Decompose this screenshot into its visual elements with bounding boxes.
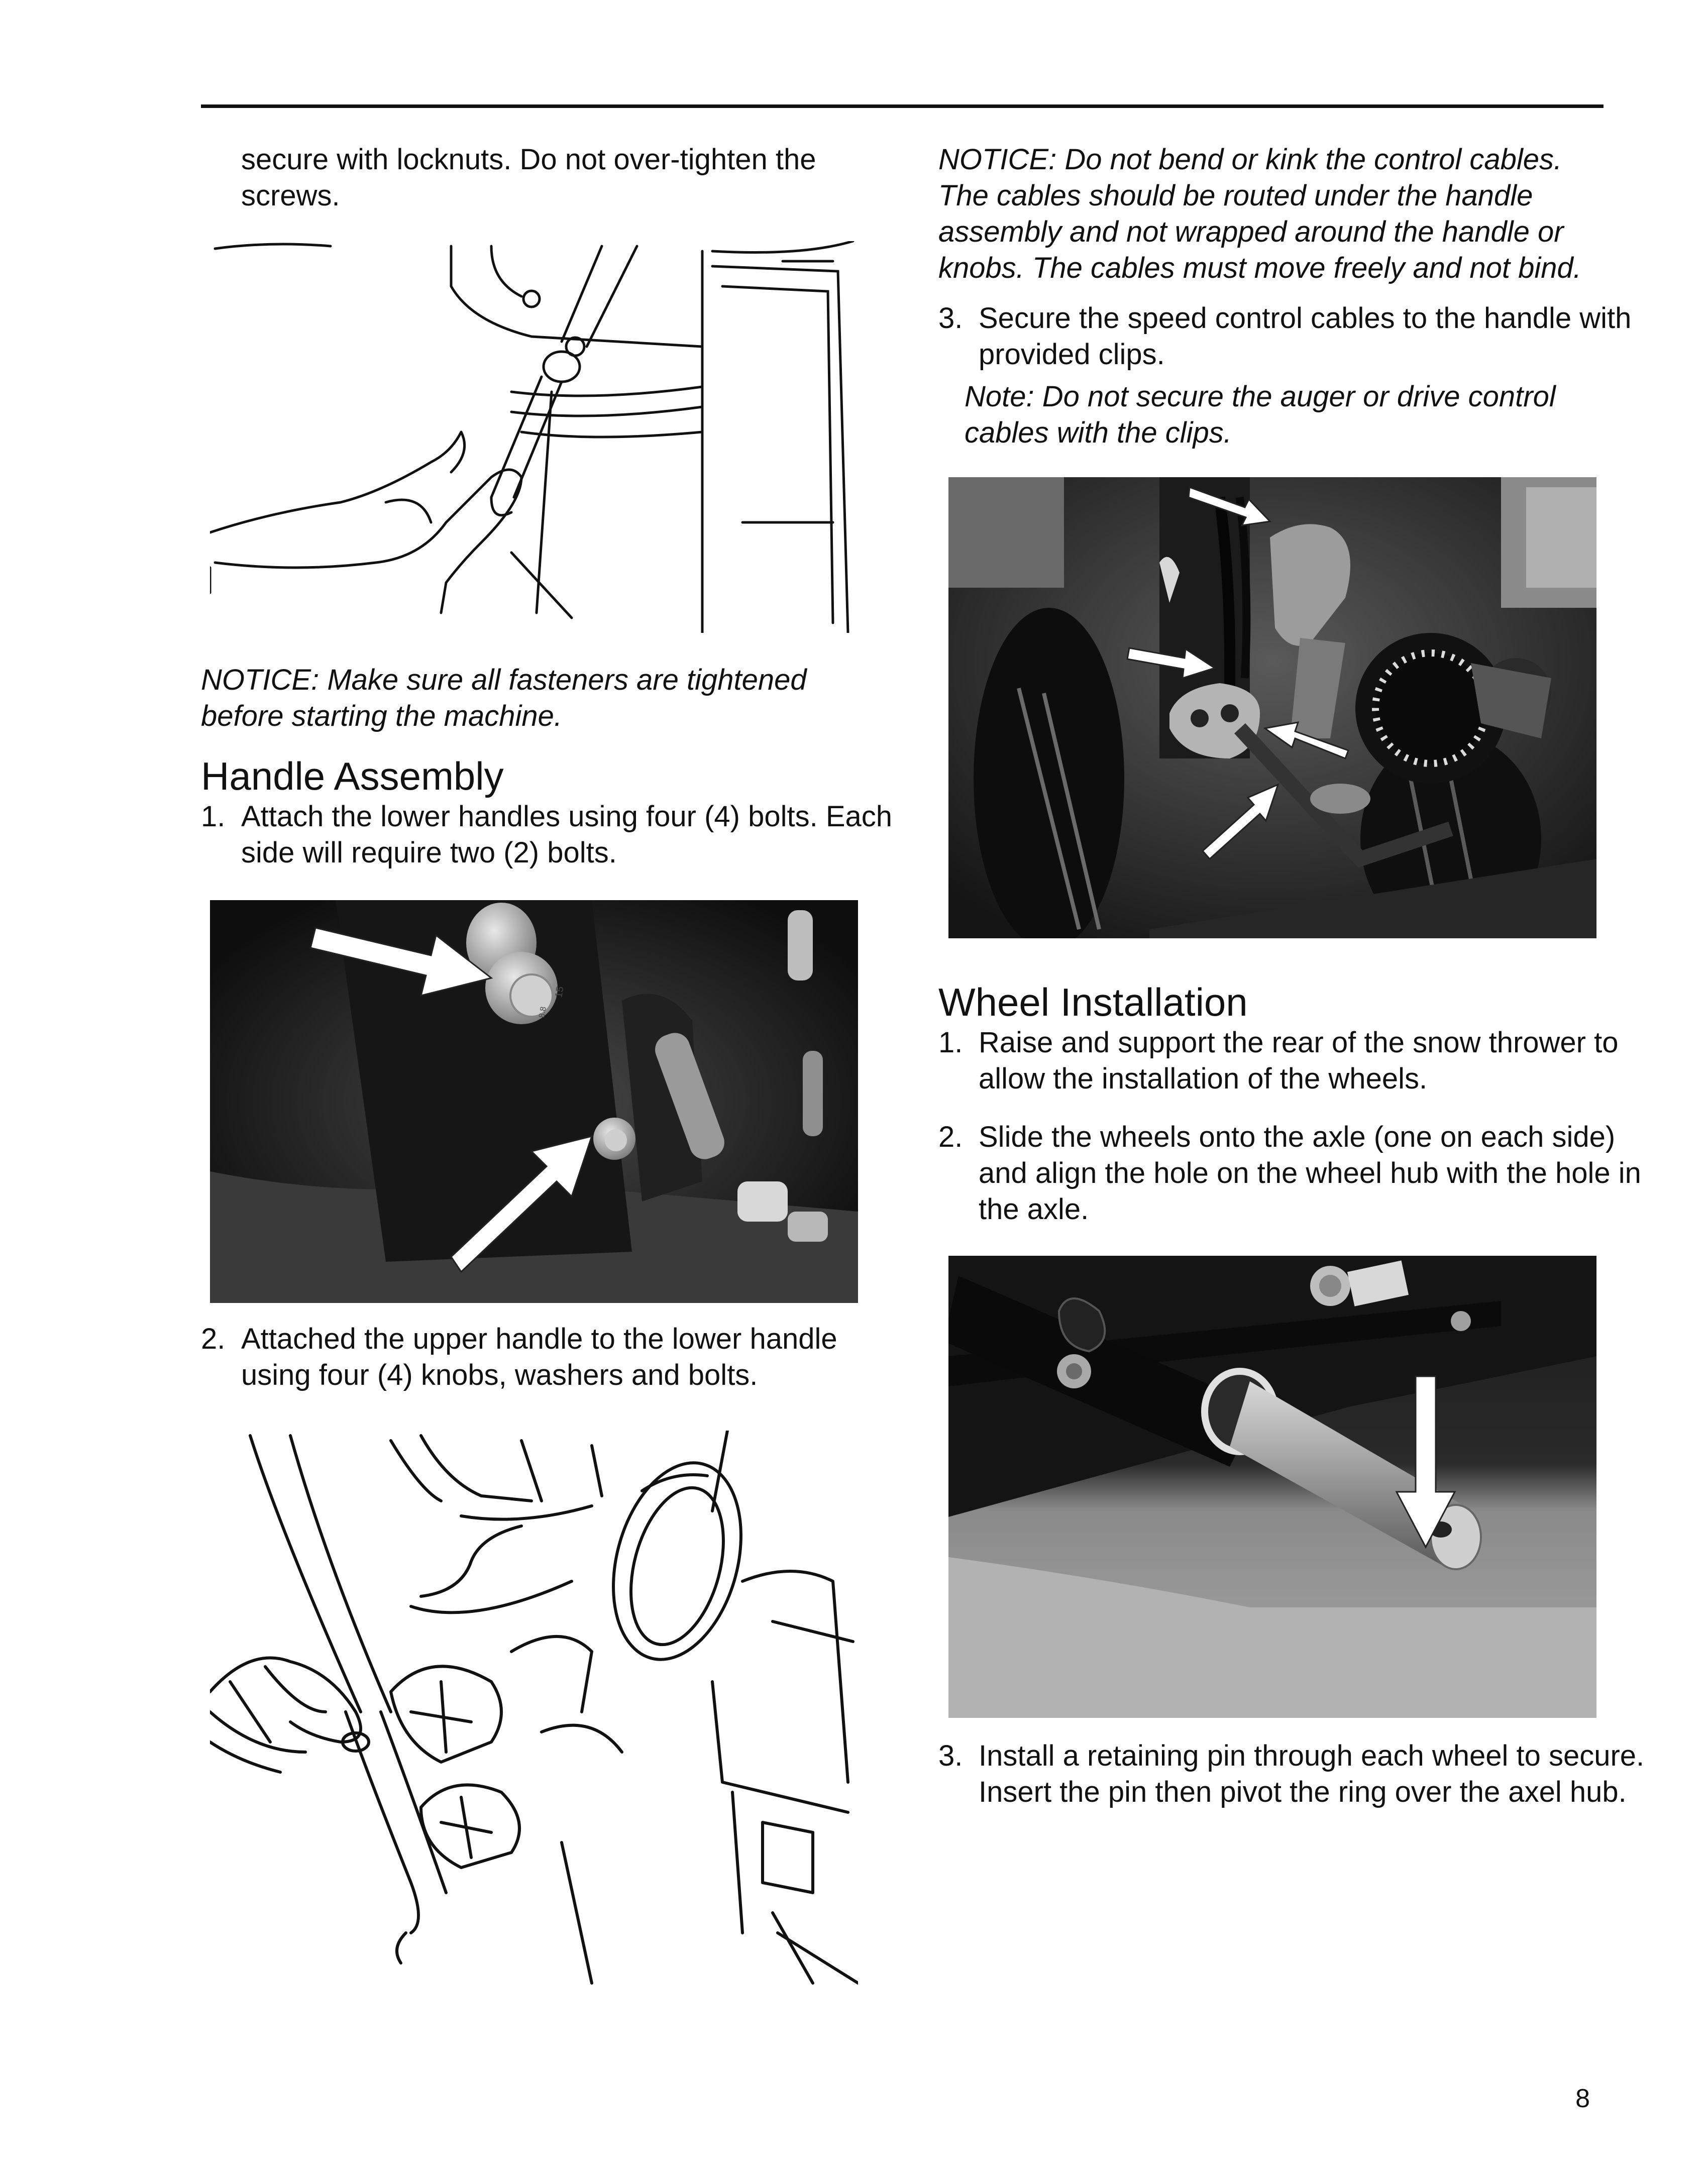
intro-text: secure with locknuts. Do not over-tighten the screws. — [241, 143, 816, 212]
wrench-illustration — [210, 241, 858, 633]
header-rule — [201, 104, 1604, 108]
wheel-step-3 — [938, 1738, 1647, 1810]
step-text: Raise and support the rear of the snow thrower to allow the installation of the wheels. — [979, 1026, 1619, 1095]
cable-step-3 — [938, 300, 1647, 373]
bolt-grade-label: 15 — [553, 986, 566, 999]
step-number: 2. — [201, 1323, 226, 1355]
wheel-step-1 — [938, 1025, 1647, 1097]
upper-handle-knobs-illustration — [210, 1431, 858, 1988]
control-cables-photo — [948, 477, 1596, 938]
cable-clip-note: Note: Do not secure the auger or drive control cables with the clips. — [965, 380, 1556, 449]
page-number: 8 — [1575, 2084, 1590, 2113]
step-text: Slide the wheels onto the axle (one on each side) and align the hole on the wheel hub with the hole in the axle. — [979, 1121, 1641, 1226]
handle-step-2 — [201, 1321, 909, 1393]
step-number: 1. — [201, 800, 226, 833]
handle-assembly-heading: Handle Assembly — [201, 754, 504, 798]
lower-handle-bolts-photo — [210, 900, 858, 1303]
step-number: 3. — [938, 1739, 963, 1772]
step-number: 2. — [938, 1121, 963, 1153]
bolt-size-label: 8.8 — [538, 1006, 548, 1019]
step-text: Attached the upper handle to the lower handle using four (4) knobs, washers and bolts. — [241, 1323, 837, 1391]
wheel-axle-photo — [948, 1256, 1596, 1718]
notice-fasteners: NOTICE: Make sure all fasteners are tightened before starting the machine. — [201, 664, 807, 732]
step-number: 3. — [938, 302, 963, 335]
step-text: Attach the lower handles using four (4) bolts. Each side will require two (2) bolts. — [241, 800, 893, 869]
handle-step-1 — [201, 799, 904, 871]
step-text: Secure the speed control cables to the handle with provided clips. — [979, 302, 1632, 371]
notice-control-cables: NOTICE: Do not bend or kink the control cables. The cables should be routed under the handle assembly and not wrapped around the handle or knobs. The cables must move freely and not bind. — [938, 143, 1581, 284]
step-number: 1. — [938, 1026, 963, 1059]
wheel-installation-heading: Wheel Installation — [938, 980, 1248, 1024]
step-text: Install a retaining pin through each wheel to secure. Insert the pin then pivot the ring over the axel hub. — [979, 1739, 1645, 1808]
wheel-step-2 — [938, 1119, 1647, 1228]
